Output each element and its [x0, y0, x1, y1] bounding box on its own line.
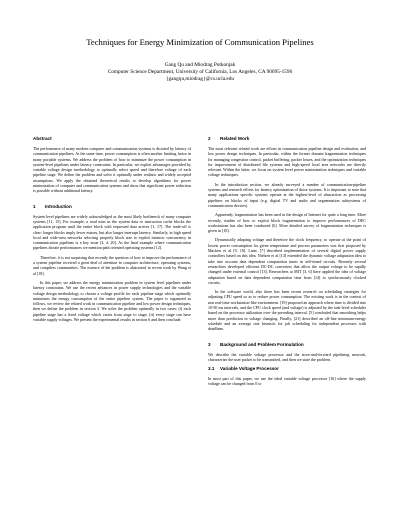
right-column — [208, 136, 366, 391]
section-title: Background and Problem Formulation — [220, 341, 304, 347]
section-number: 2 — [208, 136, 211, 141]
paper-title: Techniques for Energy Minimization of Communication Pipelines — [86, 37, 314, 47]
paragraph: Apparently, fragmentation has been used in the design of Internet for quite a long time. More recently, studies of how to exploit block fragmentation to improve performances of DEC workstations has also been conducted [6]. More detailed survey of fragmentation techniques is given in [18]. — [208, 212, 366, 234]
section-heading-background — [208, 342, 366, 348]
paragraph: We describe the variable voltage processor and the store-and-forward pipelining network, characterize the user packet to be transmitted, and then we state the problem. — [208, 351, 366, 362]
subsection-heading-variable-voltage — [208, 366, 366, 372]
author-email: {gangqu,miodrag}@cs.ucla.edu — [165, 75, 235, 82]
abstract-text: The performance of many modern computer and communication systems is dictated by latency of communication pipelines. At the same time, power consumption is often another limiting factor in many portable systems. We address the problem of how to minimize the power consumption in system-level pipelines under latency constraints. In particular, we exploit advantages provided by variable voltage design methodology to optimally select speed and therefore voltage of each pipeline stage. We define the problem and solve it optimally under realistic and widely accepted assumptions. We apply the obtained theoretical results to develop algorithms for power minimization of computer and communication systems and show that significant power reduction is possible without additional latency. — [33, 146, 191, 194]
paragraph: In the software world, also there has been recent research on scheduling strategies for adjusting CPU speed so as to reduce power consumption. The existing work is in the context of non real-time workstation-like environment. [19] proposed an approach where time is divided into 10-50 ms intervals, and the CPU clock speed (and voltage) is adjusted by the task-level scheduler based on the processor utilization over the preceding interval. [5] concluded that smoothing helps more than prediction in voltage changing. Finally, [21] described an off-line minimum-energy schedule and an average rate heuristic for job scheduling for independent processes with deadlines. — [208, 289, 366, 332]
paragraph: In the introduction section, we already surveyed a number of communication-pipeline systems and research efforts for latency optimization of those systems. It is important to note that many applications specific systems operate at the highest-level of abstraction as processing pipelines on blocks of input (e.g. digital TV and audio and segmentation subsystems of communication devices). — [208, 181, 366, 208]
section-heading-related-work — [208, 136, 366, 142]
paragraph: Dynamically adapting voltage and therefore the clock frequency, to operate at the point of lowest power consumption for given temperature and process parameters was first proposed by Macken et al [9, 10]. Later, [7] described implementation of several digital power supply controllers based on this idea. Nielsen et al [14] extended the dynamic voltage adaptation idea to take into account data dependent computation times in self-timed circuits. Recently several researchers developed efficient DC-DC converters that allow the output voltage to be rapidly changed under external control [13]. Researchers at MIT [3, 6] have applied the idea of voltage adaptation based on data dependent computation time from [14] to synchronously clocked circuits. — [208, 237, 366, 285]
section-number: 1 — [33, 203, 36, 209]
section-heading-introduction — [33, 204, 191, 210]
paragraph: System level pipelines are widely acknowledged as the most likely bottleneck of many computer systems [11, 15]. For example, a read miss in the system data or instruction cache blocks the application program until the entire block with requested data arrives [1, 17]. The trade-off is clear: longer blocks imply fewer misses, but also longer interrupt latency. Similarly, in high speed local and wide-area networks selecting properly block size to exploit intrinsic concurrency in communication pipelines is a key issue [2, 4, 20]. As the final example where communication pipelines dictate performances we mention path oriented operating systems [12]. — [33, 213, 191, 251]
section-number: 3 — [208, 341, 211, 347]
section-title: Related Work — [220, 136, 250, 141]
paper-author-block — [0, 62, 400, 82]
paragraph: In this paper, we address the energy minimization problem in system level pipelines under latency constraints. We use the recent advances in power supply technologies and the variable voltage design methodology to choose a voltage profile for each pipeline stage which optimally minimizes the energy consumption of the entire pipeline system. The paper is organized as follows, we review the related work in communication pipeline and low power design techniques, then we define the problem in section 3. We solve the problem optimally in two cases: (i) each pipeline stage has a fixed voltage which varies from stage to stage; (ii) every stage can have variable supply voltages. We present the experimental results in section 6 and then conclude. — [33, 279, 191, 323]
subsection-title: Variable Voltage Processor — [220, 366, 279, 372]
author-affiliation: Computer Science Department, University of California, Los Angeles, CA 90095-1596 — [107, 68, 293, 75]
paragraph: The most relevant related work are efforts in communication pipeline design and evaluation, and low power design techniques. In particular, within the former domain fragmentation techniques for managing congestion control, packet buffering, packet losses, and the optimization techniques for improvement of distributed file systems and high-speed local area networks are directly relevant. Within the latter, we focus on system level power minimization techniques and variable voltage techniques. — [208, 146, 366, 178]
author-names: Gang Qu and Miodrag Potkonjak — [164, 62, 236, 68]
paragraph: In most part of this paper, we use the ideal variable voltage processor [16] where the supply voltage can be changed from 0 to — [208, 376, 366, 387]
left-column — [33, 136, 191, 326]
abstract-heading: Abstract — [33, 136, 52, 141]
paragraph: Therefore, it is not surprising that recently the question of how to improve the performance of a system pipeline received a great deal of attention in computer architecture, operating systems, and compilers communities. The essence of the problem is abstracted in recent work by Wang et al [18]. — [33, 254, 191, 276]
section-title: Introduction — [45, 203, 72, 209]
subsection-number: 3.1 — [208, 366, 215, 372]
